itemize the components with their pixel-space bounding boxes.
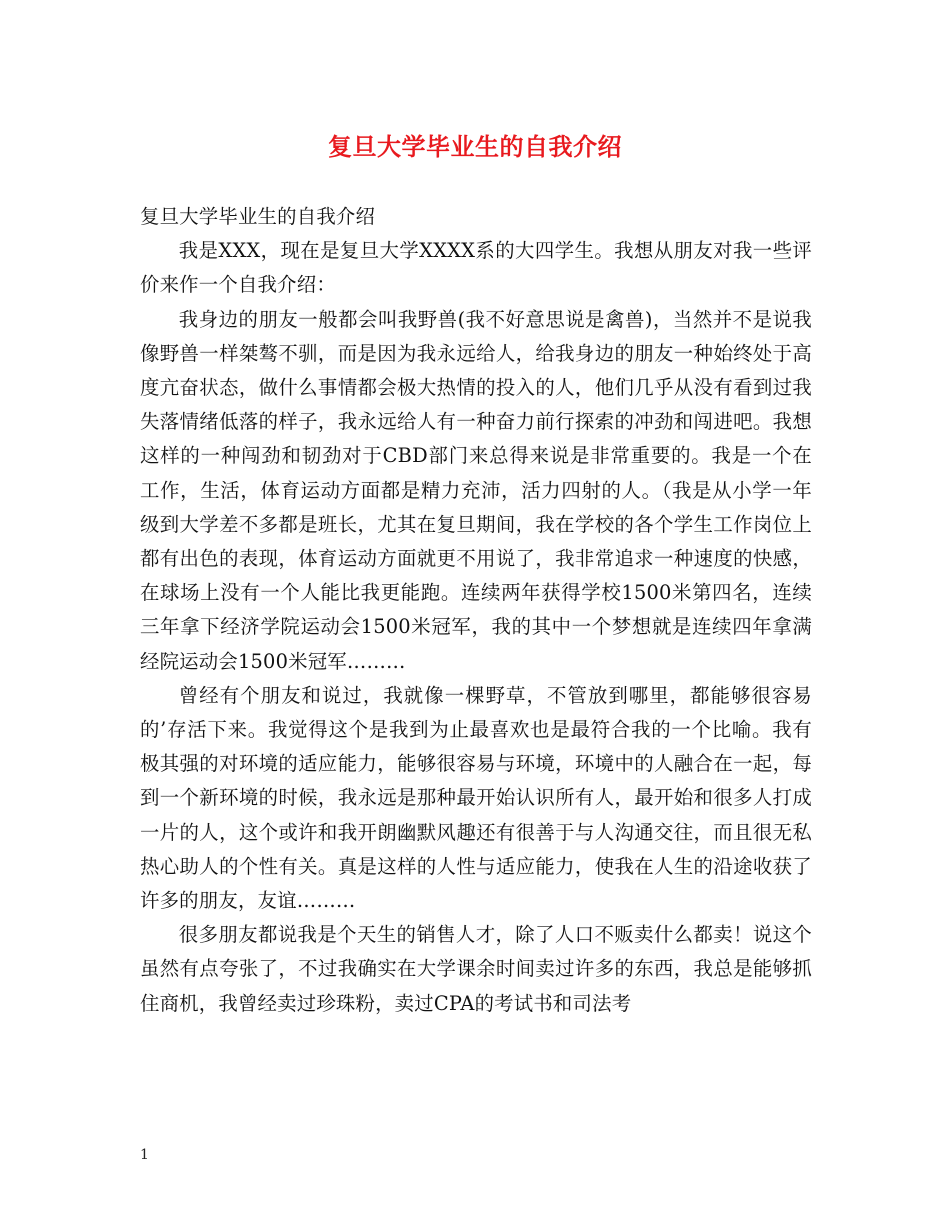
- paragraph-subtitle: 复旦大学毕业生的自我介绍: [140, 205, 376, 228]
- document-body: [140, 200, 812, 1021]
- paragraph-nickname: 我身边的朋友一般都会叫我野兽(我不好意思说是禽兽)，当然并不是说我像野兽一样桀骜不驯，而是因为我永远给人，给我身边的朋友一种始终处于高度亢奋状态，做什么事情都会极大热情的投入的人，他们几乎从没有看到过我失落情绪低落的样子，我永远给人有一种奋力前行探索的冲劲和闯进吧。我想这样的一种闯劲和韧劲对于CBD部门来总得来说是非常重要的。我是一个在工作，生活，体育运动方面都是精力充沛，活力四射的人。（我是从小学一年级到大学差不多都是班长，尤其在复旦期间，我在学校的各个学生工作岗位上都有出色的表现，体育运动方面就更不用说了，我非常追求一种速度的快感，在球场上没有一个人能比我更能跑。连续两年获得学校1500米第四名，连续三年拿下经济学院运动会1500米冠军，我的其中一个梦想就是连续四年拿满经院运动会1500米冠军………: [140, 307, 812, 673]
- paragraph-intro: 我是XXX，现在是复旦大学XXXX系的大四学生。我想从朋友对我一些评价来作一个自我介绍：: [140, 239, 812, 297]
- paragraph-sales: 很多朋友都说我是个天生的销售人才，除了人口不贩卖什么都卖！说这个虽然有点夸张了，不过我确实在大学课余时间卖过许多的东西，我总是能够抓住商机，我曾经卖过珍珠粉，卖过CPA的考试书和司法考: [140, 923, 812, 1015]
- paragraph-adaptability: 曾经有个朋友和说过，我就像一棵野草，不管放到哪里，都能够很容易的’存活下来。我觉得这个是我到为止最喜欢也是最符合我的一个比喻。我有极其强的对环境的适应能力，能够很容易与环境，环境中的人融合在一起，每到一个新环境的时候，我永远是那种最开始认识所有人，最开始和很多人打成一片的人，这个或许和我开朗幽默风趣还有很善于与人沟通交往，而且很无私热心助人的个性有关。真是这样的人性与适应能力，使我在人生的沿途收获了许多的朋友，友谊………: [140, 683, 812, 913]
- page-number: 1: [140, 1147, 149, 1163]
- document-title: 复旦大学毕业生的自我介绍: [328, 132, 622, 161]
